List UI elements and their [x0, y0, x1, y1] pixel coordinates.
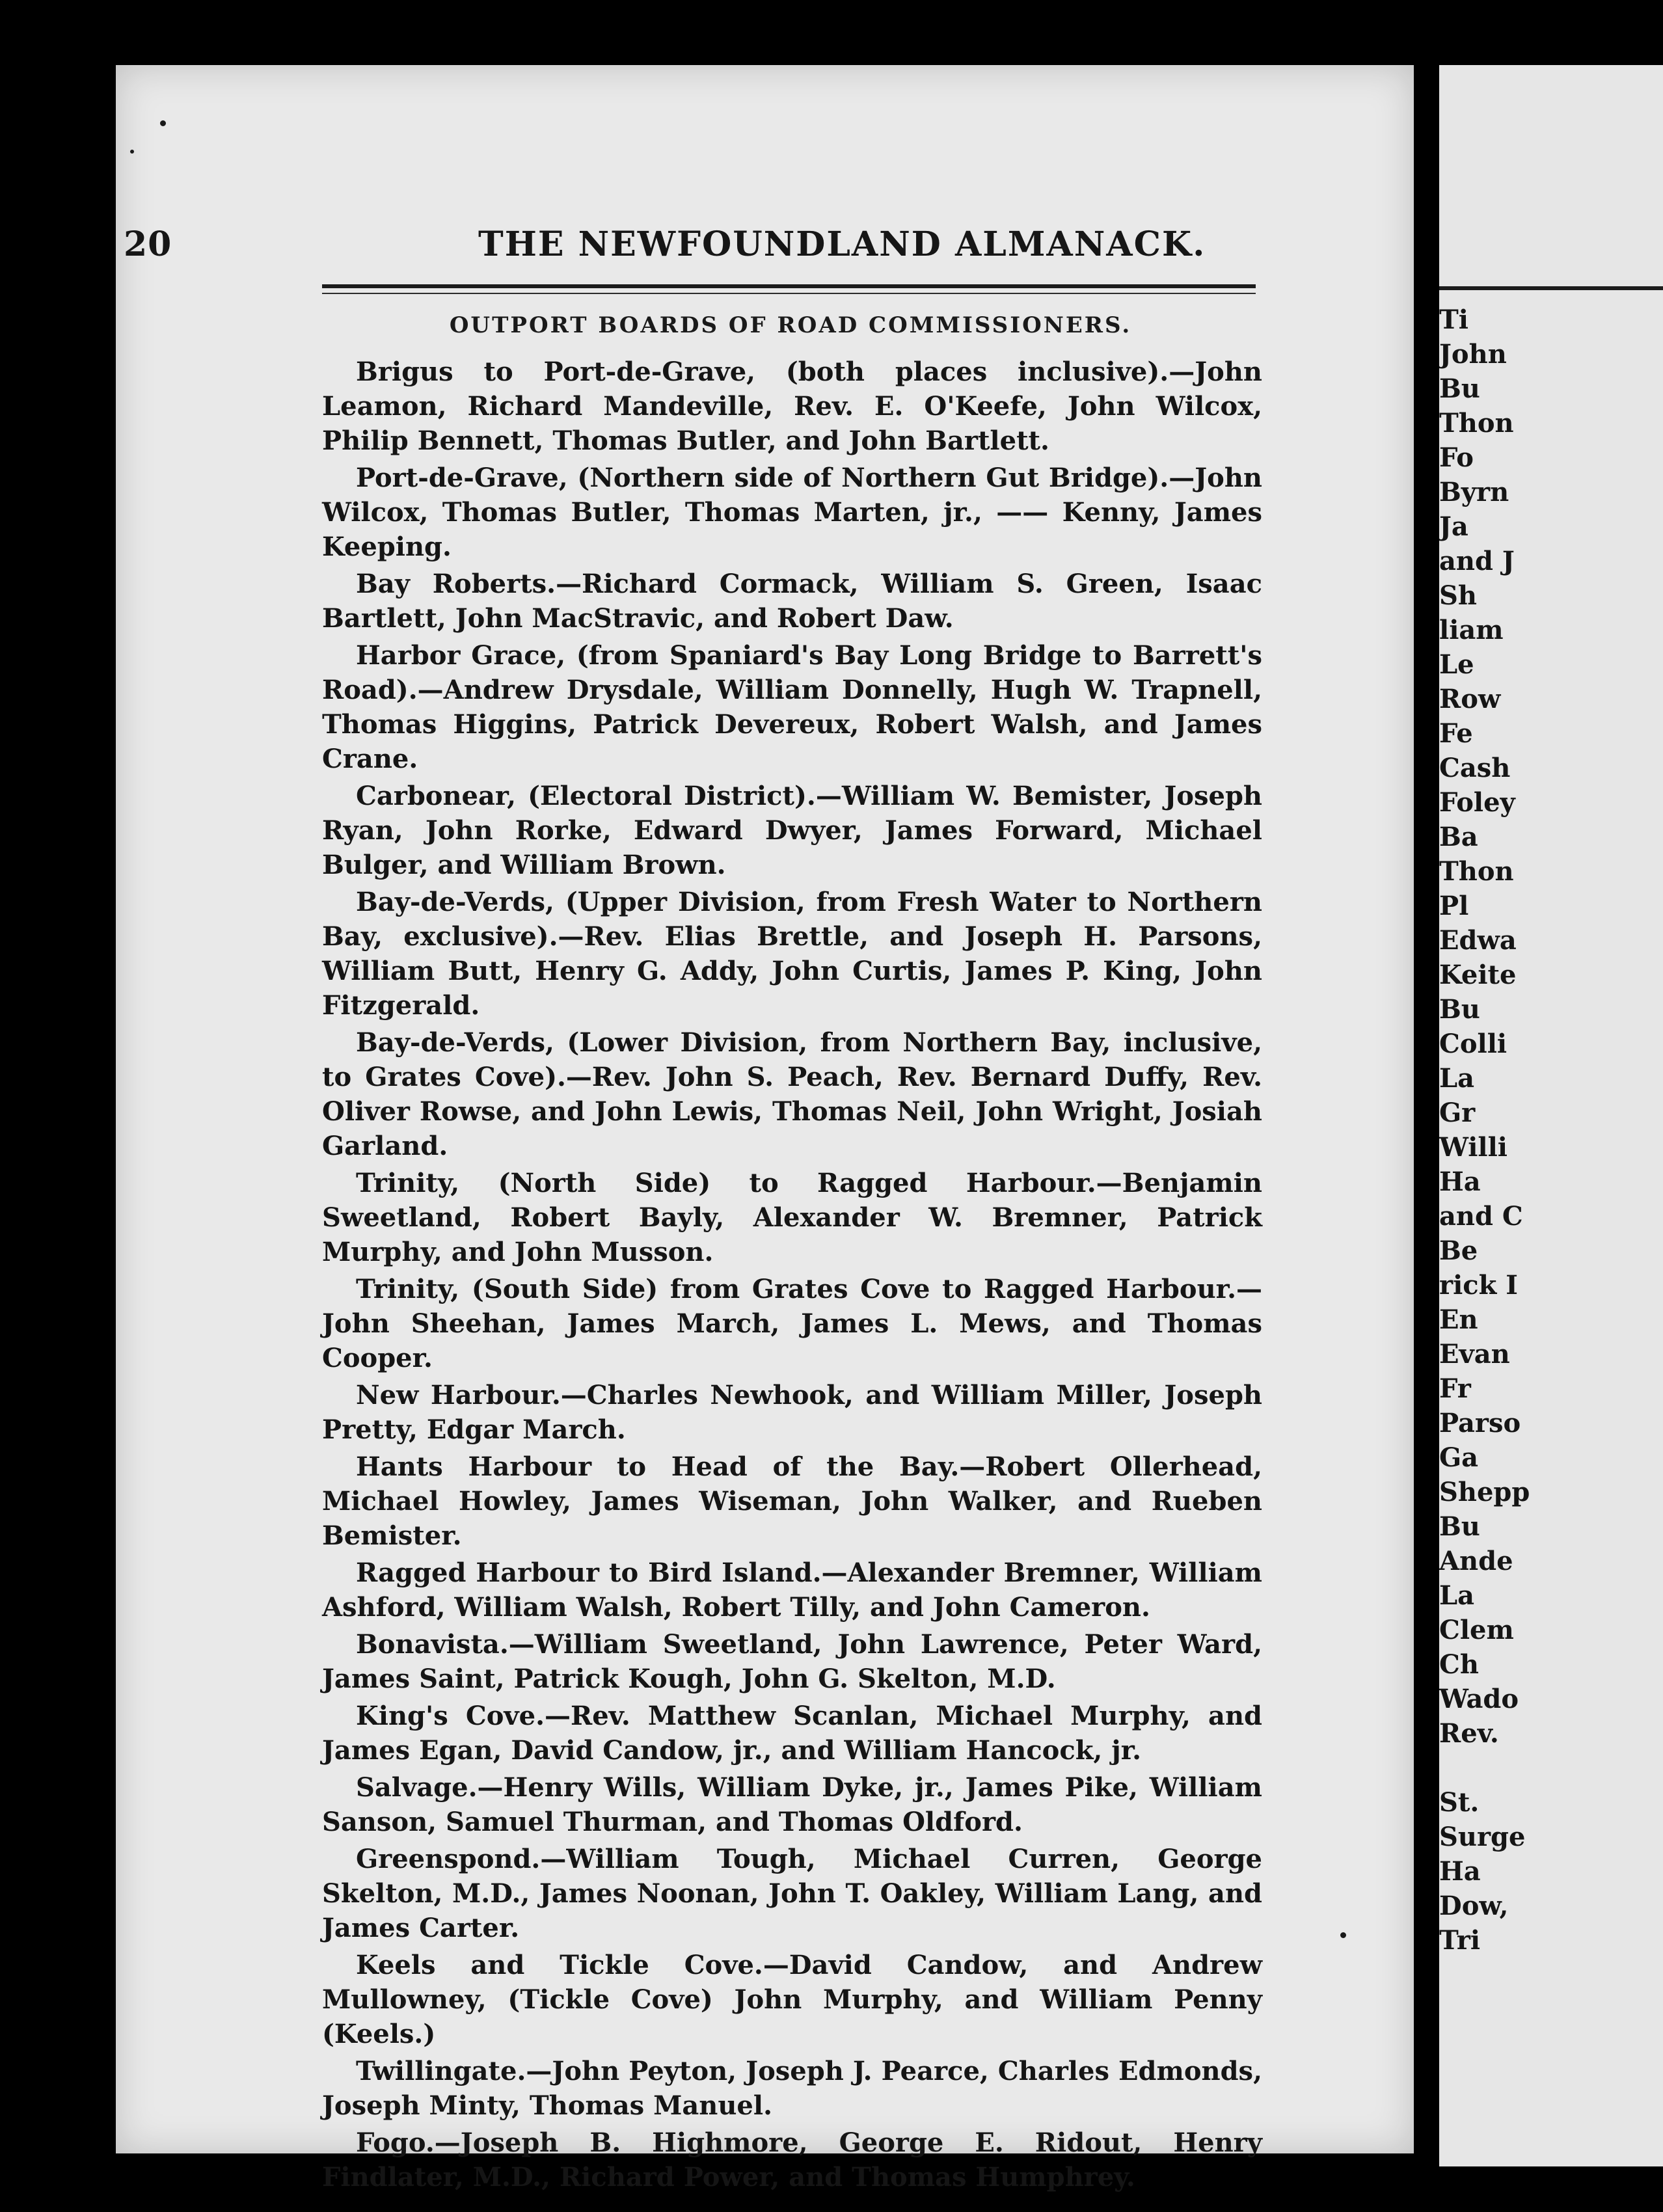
facing-page-line: St. [1439, 1787, 1480, 1818]
entry-new-harbour: New Harbour.—Charles Newhook, and William Miller, Joseph Pretty, Edgar March. [322, 1380, 1262, 1445]
entry-fogo: Fogo.—Joseph B. Highmore, George E. Ridout, Henry Findlater, M.D., Richard Power, and Thomas Humphrey. [322, 2127, 1262, 2192]
facing-page-line: Ha [1439, 1856, 1481, 1887]
entry-keels: Keels and Tickle Cove.—David Candow, and Andrew Mullowney, (Tickle Cove) John Murphy, and William Penny (Keels.) [322, 1950, 1262, 2049]
ink-speck [160, 120, 166, 126]
facing-page-line: Ch [1439, 1649, 1479, 1680]
facing-page-line: Shepp [1439, 1477, 1530, 1507]
header-rule [322, 284, 1256, 288]
facing-page-line: Ja [1439, 511, 1468, 542]
facing-page-line: La [1439, 1580, 1475, 1611]
entry-bonavista: Bonavista.—William Sweetland, John Lawrence, Peter Ward, James Saint, Patrick Kough, John G. Skelton, M.D. [322, 1629, 1262, 1694]
facing-page-line: Evan [1439, 1339, 1510, 1369]
facing-page-line: Be [1439, 1235, 1478, 1266]
facing-page-line: Thon [1439, 856, 1514, 887]
facing-page-line: liam [1439, 615, 1504, 645]
facing-page-line: Colli [1439, 1029, 1508, 1059]
entry-harbor-grace: Harbor Grace, (from Spaniard's Bay Long Bridge to Barrett's Road).—Andrew Drysdale, William Donnelly, Hugh W. Trapnell, Thomas Higgins, Patrick Devereux, Robert Walsh, and James Crane. [322, 640, 1262, 774]
facing-page-line: Le [1439, 649, 1474, 680]
entry-bay-de-verds-lower: Bay-de-Verds, (Lower Division, from Northern Bay, inclusive, to Grates Cove).—Rev. John S. Peach, Rev. Bernard Duffy, Rev. Oliver Rowse, and John Lewis, Thomas Neil, John Wright, Josiah Garland. [322, 1027, 1262, 1161]
header-rule-thin [322, 293, 1256, 294]
facing-page-line [1439, 1751, 1663, 1785]
facing-page-line: En [1439, 1304, 1478, 1335]
section-title: OUTPORT BOARDS OF ROAD COMMISSIONERS. [449, 312, 1132, 338]
facing-page-lines [1439, 303, 1663, 1958]
facing-page-line: Foley [1439, 787, 1515, 818]
facing-page-line: Gr [1439, 1098, 1476, 1128]
facing-page-line: Row [1439, 684, 1501, 714]
facing-page-line: Keite [1439, 960, 1517, 990]
facing-page-line: Thon [1439, 408, 1514, 438]
facing-page-line: Surge [1439, 1822, 1526, 1852]
facing-page-line: Bu [1439, 373, 1480, 404]
entry-bay-roberts: Bay Roberts.—Richard Cormack, William S. Green, Isaac Bartlett, John MacStravic, and Robert Daw. [322, 569, 1262, 634]
facing-page-line: Tri [1439, 1925, 1481, 1956]
facing-page-line: Rev. [1439, 1718, 1499, 1749]
entry-bay-de-verds-upper: Bay-de-Verds, (Upper Division, from Fresh Water to Northern Bay, exclusive).—Rev. Elias Brettle, and Joseph H. Parsons, William Butt, Henry G. Addy, John Curtis, James P. King, John Fitzgerald. [322, 887, 1262, 1021]
entry-hants-harbour: Hants Harbour to Head of the Bay.—Robert Ollerhead, Michael Howley, James Wiseman, John Walker, and Rueben Bemister. [322, 1451, 1262, 1551]
entry-port-de-grave: Port-de-Grave, (Northern side of Northern Gut Bridge).—John Wilcox, Thomas Butler, Thomas Marten, jr., —— Kenny, James Keeping. [322, 463, 1262, 562]
facing-page-line: Byrn [1439, 477, 1509, 507]
facing-page-line: Ha [1439, 1167, 1481, 1197]
running-title: THE NEWFOUNDLAND ALMANACK. [478, 224, 1206, 264]
facing-page-line: and J [1439, 546, 1515, 576]
commissioner-entries [322, 355, 1262, 2197]
entry-kings-cove: King's Cove.—Rev. Matthew Scanlan, Michael Murphy, and James Egan, David Candow, jr., and William Hancock, jr. [322, 1701, 1262, 1766]
facing-page-line: Dow, [1439, 1891, 1509, 1921]
facing-page-line: Fe [1439, 718, 1473, 749]
facing-page-line: Ti [1439, 304, 1468, 335]
ink-speck [1340, 1932, 1346, 1938]
facing-page-line: Fo [1439, 442, 1474, 473]
facing-page-line: Sh [1439, 580, 1477, 611]
entry-greenspond: Greenspond.—William Tough, Michael Curren, George Skelton, M.D., James Noonan, John T. Oakley, William Lang, and James Carter. [322, 1844, 1262, 1943]
facing-page-line: Bu [1439, 1511, 1480, 1542]
entry-brigus: Brigus to Port-de-Grave, (both places inclusive).—John Leamon, Richard Mandeville, Rev. E. O'Keefe, John Wilcox, Philip Bennett, Thomas Butler, and John Bartlett. [322, 357, 1262, 456]
entry-trinity-north: Trinity, (North Side) to Ragged Harbour.—Benjamin Sweetland, Robert Bayly, Alexander W. Bremner, Patrick Murphy, and John Musson. [322, 1168, 1262, 1267]
entry-trinity-south: Trinity, (South Side) from Grates Cove to Ragged Harbour.—John Sheehan, James March, James L. Mews, and Thomas Cooper. [322, 1274, 1262, 1373]
facing-page-line: Bu [1439, 994, 1480, 1025]
ink-speck [130, 150, 134, 154]
facing-page-line: Ga [1439, 1442, 1479, 1473]
facing-page-line: Wado [1439, 1684, 1519, 1714]
facing-page-line: Ande [1439, 1546, 1513, 1576]
facing-page-line: La [1439, 1063, 1475, 1094]
facing-page-line: Cash [1439, 753, 1511, 783]
facing-page-line: John [1439, 339, 1507, 370]
entry-ragged-harbour: Ragged Harbour to Bird Island.—Alexander Bremner, William Ashford, William Walsh, Robert Tilly, and John Cameron. [322, 1558, 1262, 1623]
facing-page-line: Fr [1439, 1373, 1471, 1404]
facing-page-line: Clem [1439, 1615, 1514, 1645]
entry-twillingate: Twillingate.—John Peyton, Joseph J. Pearce, Charles Edmonds, Joseph Minty, Thomas Manuel. [322, 2056, 1262, 2121]
facing-page-line: and C [1439, 1201, 1523, 1232]
facing-page [1439, 65, 1663, 2166]
facing-page-rule [1439, 286, 1663, 290]
facing-page-line: Willi [1439, 1132, 1508, 1163]
entry-salvage: Salvage.—Henry Wills, William Dyke, jr., James Pike, William Sanson, Samuel Thurman, and Thomas Oldford. [322, 1772, 1262, 1837]
facing-page-line: rick I [1439, 1270, 1518, 1301]
page-number: 20 [124, 224, 172, 264]
facing-page-line: Edwa [1439, 925, 1517, 956]
entry-carbonear: Carbonear, (Electoral District).—William W. Bemister, Joseph Ryan, John Rorke, Edward Dwyer, James Forward, Michael Bulger, and William Brown. [322, 781, 1262, 880]
facing-page-line: Parso [1439, 1408, 1521, 1438]
facing-page-line: Ba [1439, 822, 1478, 852]
facing-page-line: Pl [1439, 891, 1469, 921]
